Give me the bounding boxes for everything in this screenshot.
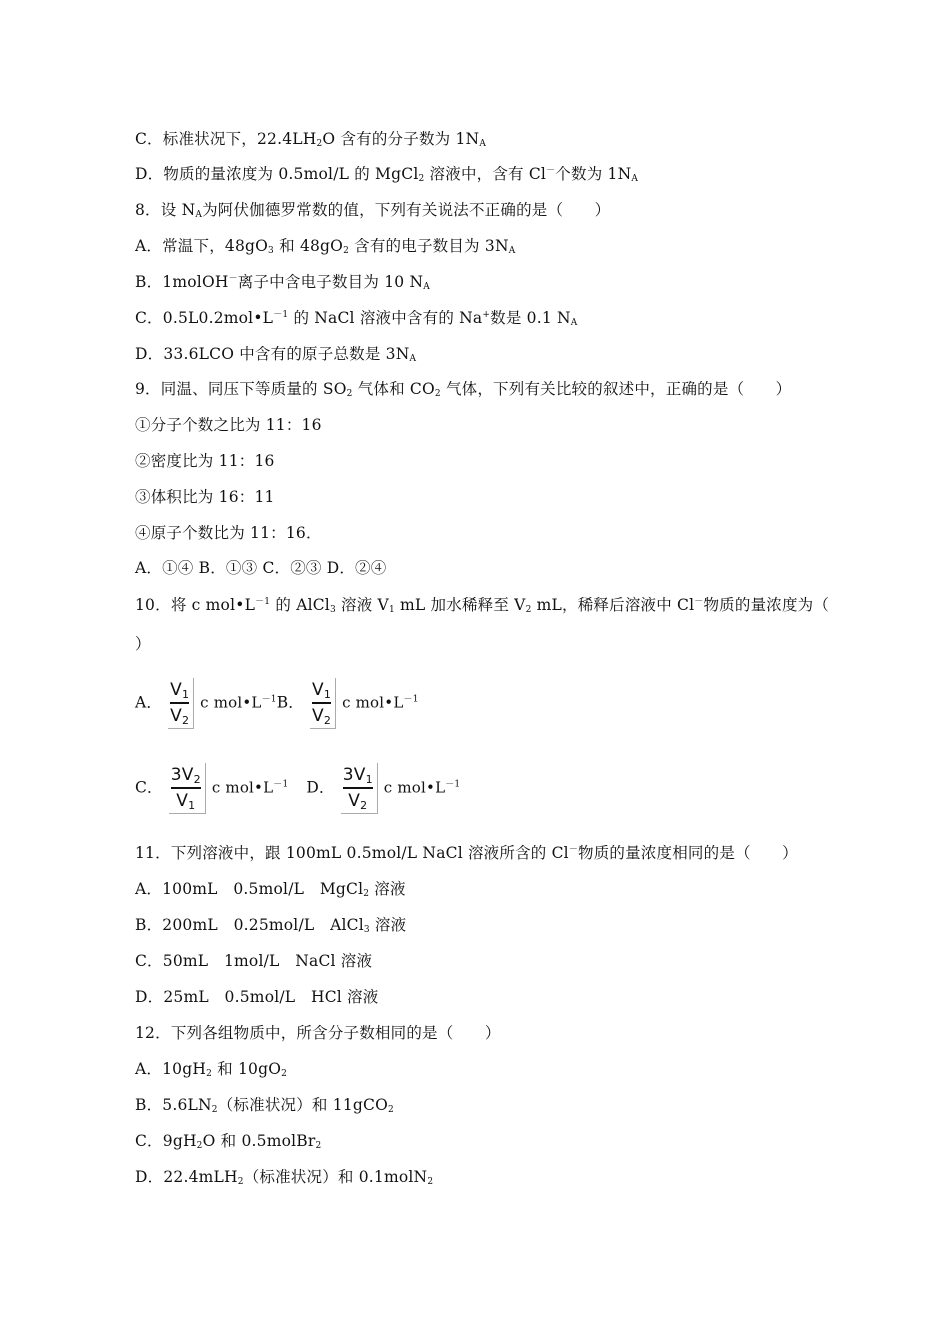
option-12b: B．$5.6LN_2$（标准状况）和 11gCO$_2$ (135, 1096, 394, 1115)
options-9: A．①④ B．①③ C．②③ D．②④ (135, 559, 387, 577)
question-10-close-paren: ） (135, 635, 151, 653)
fraction-a: $\frac{V_1}{V_2}$ (168, 678, 194, 729)
fraction-c: $\frac{3V_2}{V_1}$ (169, 763, 206, 814)
statement-3: ③体积比为 16：11 (135, 488, 275, 506)
option-11a: A．100mL 0.5mol/L MgCl$_2$ 溶液 (135, 880, 406, 899)
option-8a: A．常温下，$48gO_3$ 和 $48gO_2$ 含有的电子数目为 $3N_A$ (135, 237, 516, 256)
option-12c: C．$9gH_2O$ 和 0.5molBr$_2$ (135, 1132, 322, 1151)
option-7c: C．标准状况下，$22.4LH_2O$ 含有的分子数为 $1N_A$ (135, 130, 487, 149)
fraction-b: $\frac{V_1}{V_2}$ (310, 678, 336, 729)
options-10-ab: A． $\frac{V_1}{V_2}$ c $mol•L^{-1}B$． $\frac{V_1}{V_2}$ c $mol•L^{-1}$ (135, 680, 419, 727)
option-11c: C．50mL 1mol/L NaCl 溶液 (135, 952, 373, 970)
question-10: 10．将 c $mol•L^{-1}$ 的 AlCl$_3$ 溶液 $V_1$ mL 加水稀释至 $V_2$ mL，稀释后溶液中 Cl－物质的量浓度为（ (135, 596, 830, 615)
option-12d: D．22.4mLH$_2$（标准状况）和 0.1molN$_2$ (135, 1168, 434, 1187)
question-12: 12．下列各组物质中，所含分子数相同的是（ ） (135, 1024, 501, 1042)
option-8b: B．1molOH－离子中含电子数目为 10 $N_A$ (135, 273, 430, 292)
option-8d: D．33.6LCO 中含有的原子总数是 $3N_A$ (135, 345, 417, 364)
statement-2: ②密度比为 11：16 (135, 452, 275, 470)
statement-4: ④原子个数比为 11：16． (135, 524, 322, 542)
question-9: 9．同温、同压下等质量的 $SO_2$ 气体和 $CO_2$ 气体，下列有关比较的叙述中，正确的是（ ） (135, 380, 792, 399)
statement-1: ①分子个数之比为 11：16 (135, 416, 322, 434)
option-8c: C．$0.5L0.2mol•L^{-1}$ 的 NaCl 溶液中含有的 Na+数是 0.1 $N_A$ (135, 309, 578, 328)
options-10-cd: C． $\frac{3V_2}{V_1}$ c $mol•L^{-1}$ D． $\frac{3V_1}{V_2}$ c $mol•L^{-1}$ (135, 765, 461, 812)
option-11b: B．200mL 0.25mol/L AlCl$_3$ 溶液 (135, 916, 407, 935)
question-11: 11．下列溶液中，跟 100mL 0.5mol/L NaCl 溶液所含的 Cl－物质的量浓度相同的是（ ） (135, 844, 798, 862)
option-11d: D．25mL 0.5mol/L HCl 溶液 (135, 988, 379, 1006)
option-12a: A．$10gH_2$ 和 $10gO_2$ (135, 1060, 288, 1079)
question-8: 8．设 $N_A$为阿伏伽德罗常数的值，下列有关说法不正确的是（ ） (135, 201, 611, 220)
fraction-d: $\frac{3V_1}{V_2}$ (341, 763, 378, 814)
option-7d: D．物质的量浓度为 0.5mol/L 的 MgCl$_2$ 溶液中，含有 Cl－个数为 $1N_A$ (135, 165, 639, 184)
